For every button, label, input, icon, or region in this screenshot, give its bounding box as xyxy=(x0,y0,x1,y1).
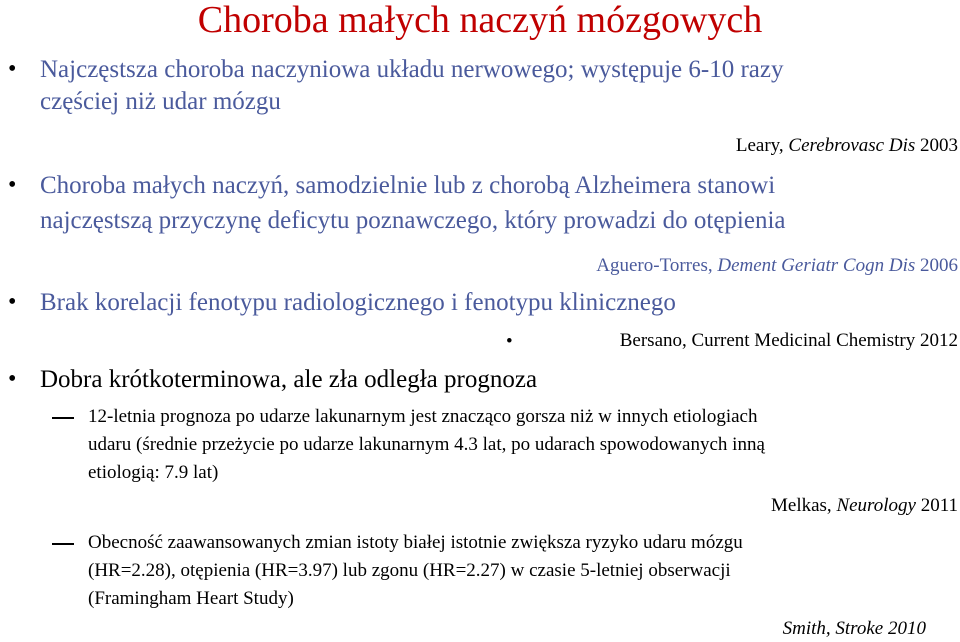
reference-aguero-torres: Aguero-Torres, Dement Geriatr Cogn Dis 2006 xyxy=(596,255,958,276)
reference-bersano: Bersano, Current Medicinal Chemistry 2012 xyxy=(619,330,958,351)
dash-marker-1 xyxy=(52,417,74,419)
point-2-line-2: najczęstszą przyczynę deficytu poznawczego, który prowadzi do otępienia xyxy=(40,207,786,234)
point-2-line-1: Choroba małych naczyń, samodzielnie lub z chorobą Alzheimera stanowi xyxy=(40,172,776,199)
bullet-4: • xyxy=(8,366,17,392)
point-3-line-1: Brak korelacji fenotypu radiologicznego i fenotypu klinicznego xyxy=(40,289,676,316)
subpoint-2-line-1: Obecność zaawansowanych zmian istoty białej istotnie zwiększa ryzyko udaru mózgu xyxy=(88,532,743,553)
subpoint-1-line-3: etiologią: 7.9 lat) xyxy=(88,462,219,483)
slide-title: Choroba małych naczyń mózgowych xyxy=(197,0,763,41)
bullet-3: • xyxy=(8,289,17,315)
bullet-1: • xyxy=(8,56,17,82)
point-4-line-1: Dobra krótkoterminowa, ale zła odległa prognoza xyxy=(40,366,538,393)
subpoint-1-line-1: 12-letnia prognoza po udarze lakunarnym jest znacząco gorsza niż w innych etiologiach xyxy=(88,406,758,427)
reference-bullet: • xyxy=(506,331,513,352)
point-1-line-1: Najczęstsza choroba naczyniowa układu nerwowego; występuje 6-10 razy xyxy=(40,56,784,83)
point-1-line-2: częściej niż udar mózgu xyxy=(40,88,281,115)
reference-smith: Smith, Stroke 2010 xyxy=(782,618,926,639)
subpoint-2-line-3: (Framingham Heart Study) xyxy=(88,588,294,609)
dash-marker-2 xyxy=(52,543,74,545)
bullet-2: • xyxy=(8,172,17,198)
reference-leary: Leary, Cerebrovasc Dis 2003 xyxy=(735,135,958,156)
reference-melkas: Melkas, Neurology 2011 xyxy=(771,495,958,516)
subpoint-2-line-2: (HR=2.28), otępienia (HR=3.97) lub zgonu (HR=2.27) w czasie 5-letniej obserwacji xyxy=(88,560,731,581)
subpoint-1-line-2: udaru (średnie przeżycie po udarze lakunarnym 4.3 lat, po udarach spowodowanych inną xyxy=(88,434,765,455)
